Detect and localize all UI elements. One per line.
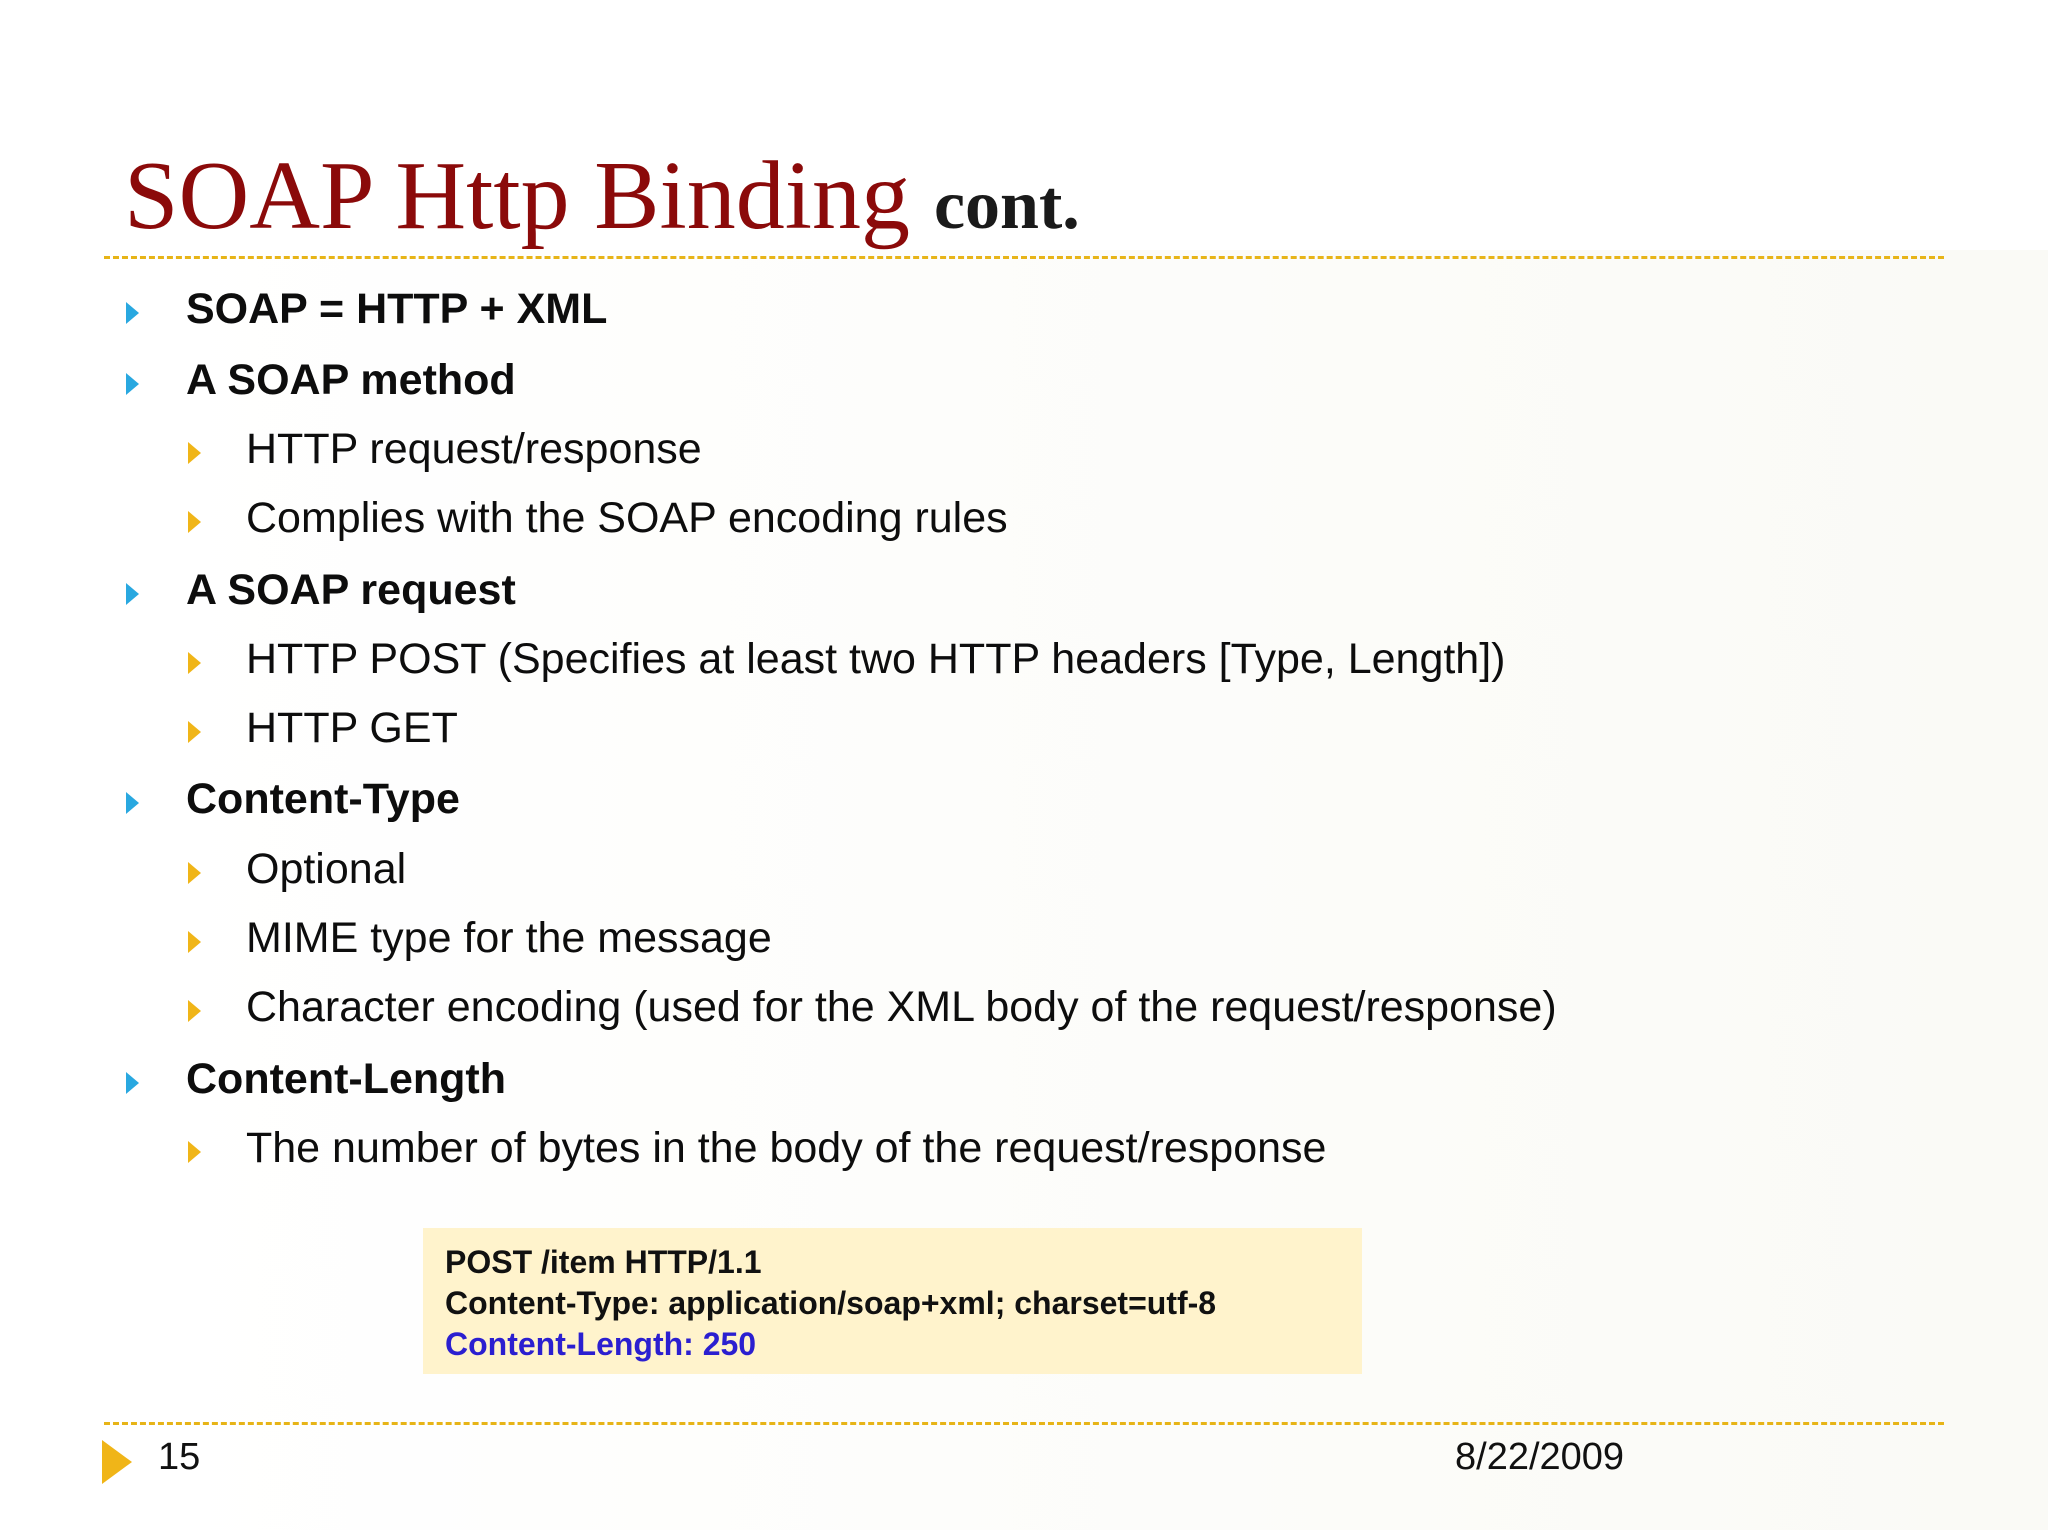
bullet-text: SOAP = HTTP + XML: [186, 285, 608, 333]
sub-bullet-text: The number of bytes in the body of the request/response: [246, 1124, 1327, 1172]
slide-date: 8/22/2009: [1455, 1436, 1625, 1478]
code-line-content-length: Content-Length: 250: [445, 1326, 757, 1362]
sub-bullet-text: Complies with the SOAP encoding rules: [246, 494, 1008, 542]
sub-bullet-text: MIME type for the message: [246, 914, 772, 962]
sub-bullet-text: Character encoding (used for the XML body of the request/response): [246, 983, 1557, 1031]
sub-bullet-text: HTTP GET: [246, 704, 458, 752]
bullet-text: Content-Type: [186, 775, 460, 823]
bullet-text: A SOAP request: [186, 566, 516, 614]
sub-bullet-arrow-icon: [188, 652, 201, 674]
bullet-arrow-icon: [126, 373, 139, 395]
sub-bullet-arrow-icon: [188, 931, 201, 953]
footer-divider: [104, 1422, 1944, 1425]
sub-bullet-arrow-icon: [188, 862, 201, 884]
bullet-arrow-icon: [126, 792, 139, 814]
sub-bullet-arrow-icon: [188, 511, 201, 533]
title-suffix: cont.: [933, 167, 1080, 244]
sub-bullet-arrow-icon: [188, 721, 201, 743]
http-request-example: [423, 1228, 1362, 1374]
page-number: 15: [158, 1436, 201, 1478]
sub-bullet-text: HTTP request/response: [246, 425, 702, 473]
sub-bullet-arrow-icon: [188, 1000, 201, 1022]
code-line-content-type: Content-Type: application/soap+xml; charset=utf-8: [445, 1285, 1217, 1321]
title-main: SOAP Http Binding: [124, 142, 910, 250]
title-divider: [104, 256, 1944, 259]
sub-bullet-text: HTTP POST (Specifies at least two HTTP headers [Type, Length]): [246, 635, 1506, 683]
sub-bullet-text: Optional: [246, 845, 407, 893]
sub-bullet-arrow-icon: [188, 1141, 201, 1163]
sub-bullet-arrow-icon: [188, 442, 201, 464]
slide-title: [124, 140, 1080, 252]
bullet-arrow-icon: [126, 1072, 139, 1094]
bullet-arrow-icon: [126, 583, 139, 605]
code-line-request: POST /item HTTP/1.1: [445, 1244, 762, 1280]
bullet-text: A SOAP method: [186, 356, 516, 404]
bullet-text: Content-Length: [186, 1055, 507, 1103]
footer-arrow-icon: [102, 1440, 132, 1484]
bullet-arrow-icon: [126, 302, 139, 324]
